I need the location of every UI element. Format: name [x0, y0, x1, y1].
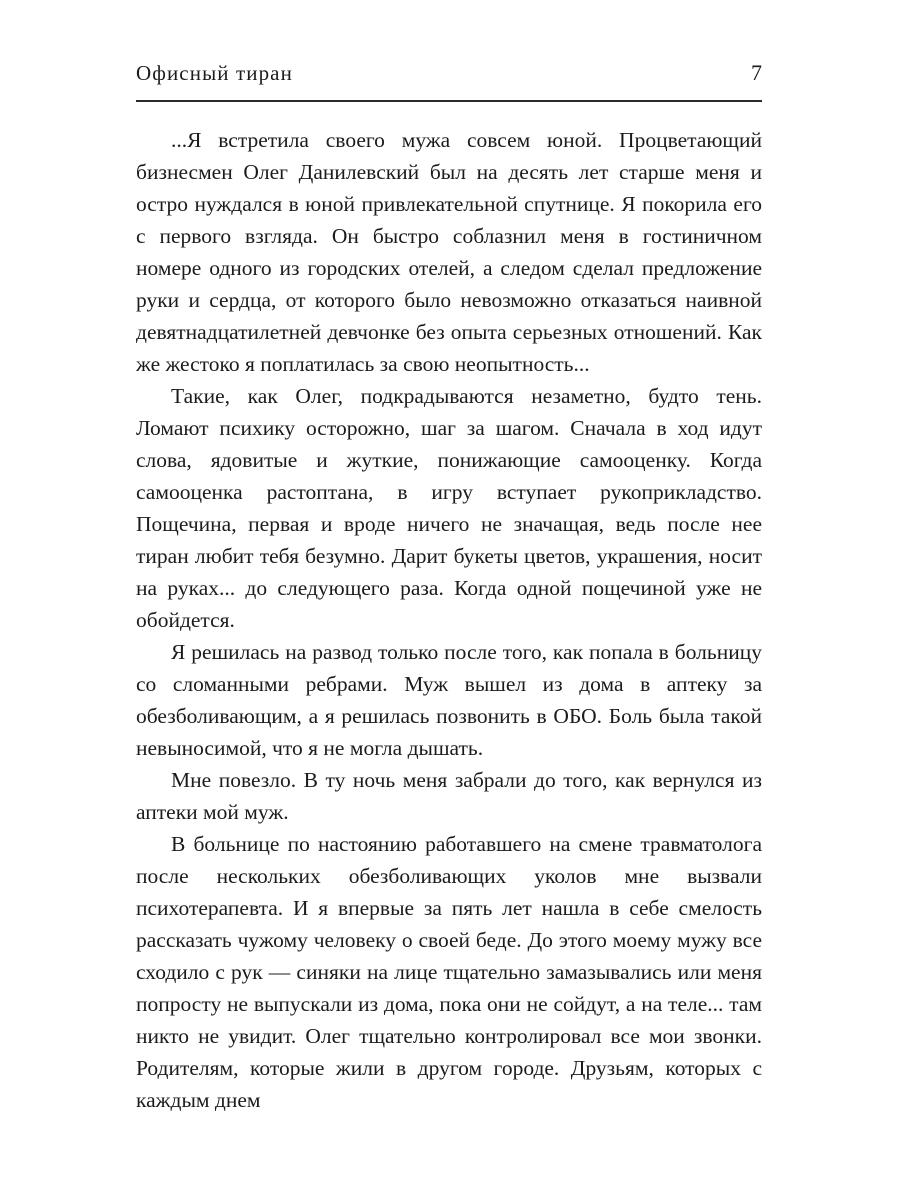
paragraph: В больнице по настоянию работавшего на смене травматолога после нескольких обезболивающих уколов мне вызвали психотерапевта. И я впервые за пять лет нашла в себе смелость рассказать чужому человеку о своей беде. До этого моему мужу все сходило с рук — синяки на лице тщательно замазывались или меня попросту не выпускали из дома, пока они не сойдут, а на теле... там никто не увидит. Олег тщательно контролировал все мои звонки. Родителям, которые жили в другом городе. Друзьям, которых с каждым днем	[136, 831, 762, 1112]
paragraph: Такие, как Олег, подкрадываются незаметно, будто тень. Ломают психику осторожно, шаг за шагом. Сначала в ход идут слова, ядовитые и жуткие, понижающие самооценку. Когда самооценка растоптана, в игру вступает рукоприкладство. Пощечина, первая и вроде ничего не значащая, ведь после нее тиран любит тебя безумно. Дарит букеты цветов, украшения, носит на руках... до следующего раза. Когда одной пощечиной уже не обойдется.	[136, 383, 762, 632]
paragraph: ...Я встретила своего мужа совсем юной. Процветающий бизнесмен Олег Данилевский был на десять лет старше меня и остро нуждался в юной привлекательной спутнице. Я покорила его с первого взгляда. Он быстро соблазнил меня в гостиничном номере одного из городских отелей, а следом сделал предложение руки и сердца, от которого было невозможно отказаться наивной девятнадцатилетней девчонке без опыта серьезных отношений. Как же жестоко я поплатилась за свою неопытность...	[136, 127, 762, 376]
paragraph: Я решилась на развод только после того, как попала в больницу со сломанными ребрами. Муж вышел из дома в аптеку за обезболивающим, а я решилась позвонить в ОБО. Боль была такой невыносимой, что я не могла дышать.	[136, 639, 762, 760]
paragraph: Мне повезло. В ту ночь меня забрали до того, как вернулся из аптеки мой муж.	[136, 767, 762, 824]
page-content	[136, 60, 762, 1116]
body-text	[136, 124, 762, 1116]
header-rule	[136, 100, 762, 102]
running-head	[136, 60, 762, 94]
page-number: 7	[751, 60, 762, 85]
running-head-title: Офисный тиран	[136, 61, 293, 85]
